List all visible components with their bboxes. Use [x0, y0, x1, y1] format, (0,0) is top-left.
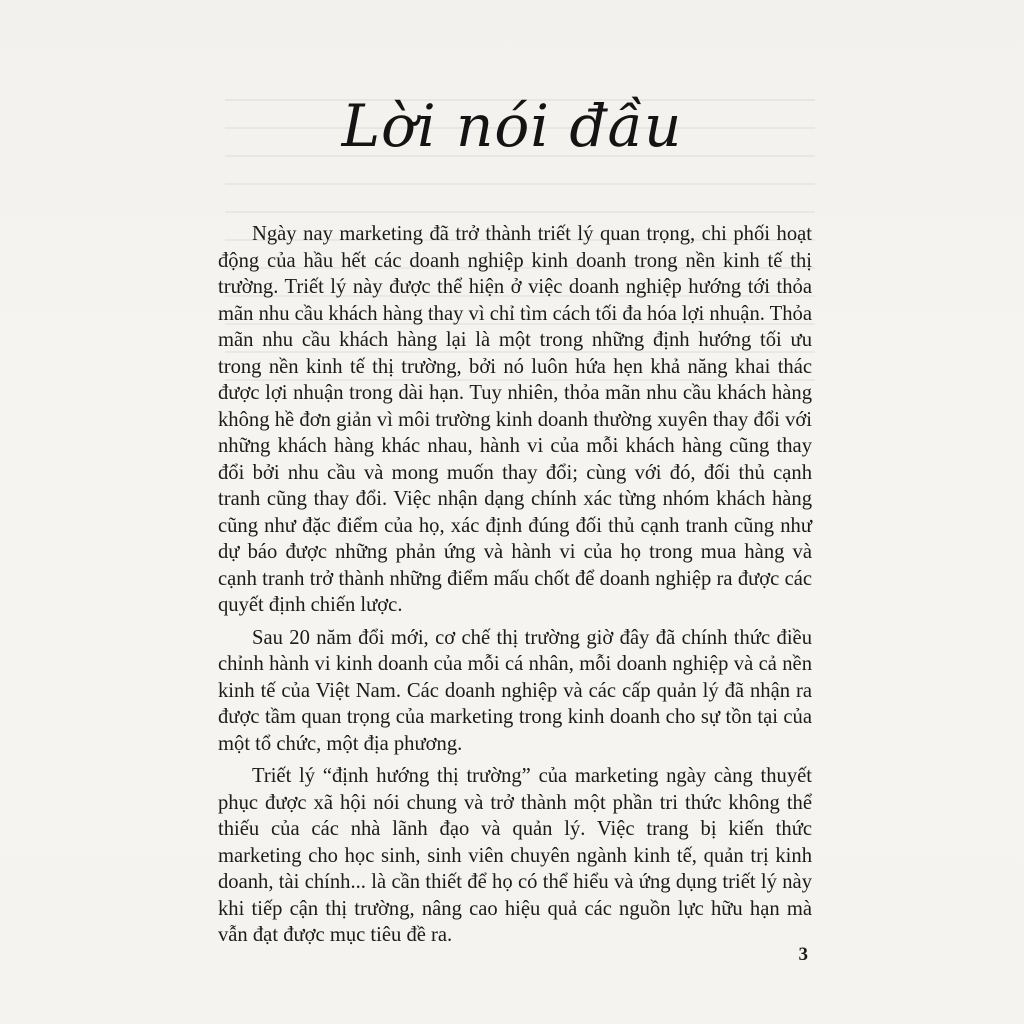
paragraph-2: Sau 20 năm đổi mới, cơ chế thị trường giờ đây đã chính thức điều chỉnh hành vi kinh doanh của mỗi cá nhân, mỗi doanh nghiệp và cả nền kinh tế của Việt Nam. Các doanh nghiệp và các cấp quản lý đã nhận ra được tầm quan trọng của marketing trong kinh doanh cho sự tồn tại của một tổ chức, một địa phương. — [218, 626, 812, 755]
paragraph-3: Triết lý “định hướng thị trường” của marketing ngày càng thuyết phục được xã hội nói chung và trở thành một phần tri thức không thể thiếu của các nhà lãnh đạo và quản lý. Việc trang bị kiến thức marketing cho học sinh, sinh viên chuyên ngành kinh tế, quản trị kinh doanh, tài chính... là cần thiết để họ có thể hiểu và ứng dụng triết lý này khi tiếp cận thị trường, nâng cao hiệu quả các nguồn lực hữu hạn mà vẫn đạt được mục tiêu đề ra. — [218, 765, 812, 946]
body-text — [218, 221, 812, 955]
page-title: Lời nói đầu — [341, 92, 683, 160]
paragraph-1: Ngày nay marketing đã trở thành triết lý quan trọng, chi phối hoạt động của hầu hết các doanh nghiệp kinh doanh trong nền kinh tế thị trường. Triết lý này được thể hiện ở việc doanh nghiệp hướng tới thỏa mãn nhu cầu khách hàng thay vì chỉ tìm cách tối đa hóa lợi nhuận. Thỏa mãn nhu cầu khách hàng lại là một trong những định hướng tối ưu trong nền kinh tế thị trường, bởi nó luôn hứa hẹn khả năng khai thác được lợi nhuận trong dài hạn. Tuy nhiên, thỏa mãn nhu cầu khách hàng không hề đơn giản vì môi trường kinh doanh thường xuyên thay đổi với những khách hàng khác nhau, hành vi của mỗi khách hàng cũng thay đổi bởi nhu cầu và mong muốn thay đổi; cùng với đó, đối thủ cạnh tranh cũng thay đổi. Việc nhận dạng chính xác từng nhóm khách hàng cũng như đặc điểm của họ, xác định đúng đối thủ cạnh tranh cũng như dự báo được những phản ứng và hành vi của họ trong mua hàng và cạnh tranh trở thành những điểm mấu chốt để doanh nghiệp ra được các quyết định chiến lược. — [218, 223, 812, 616]
page-number: 3 — [798, 944, 808, 965]
